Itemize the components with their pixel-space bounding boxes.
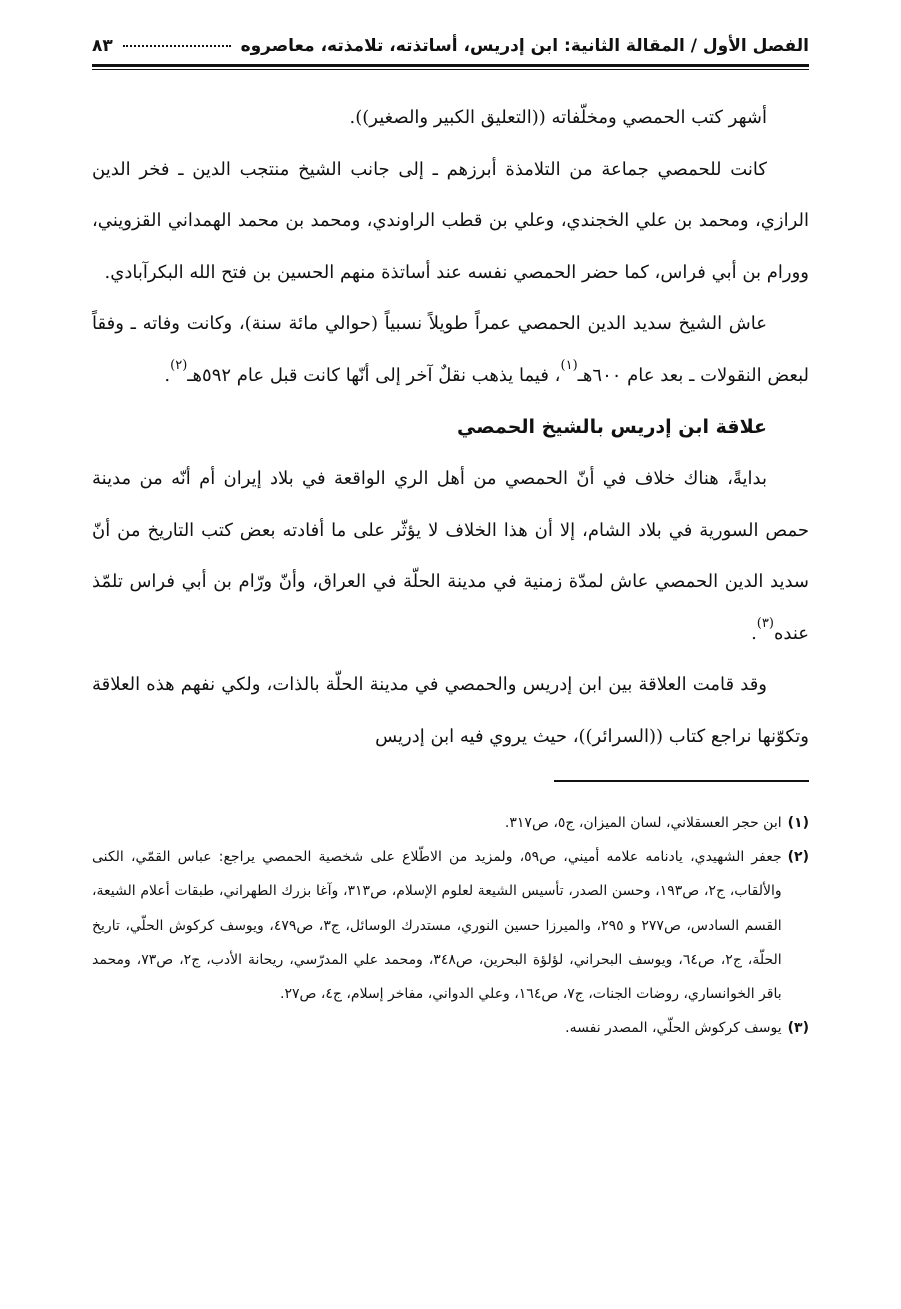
paragraph-3 [92,298,809,401]
section-heading: علاقة ابن إدريس بالشيخ الحمصي [457,416,767,438]
footnote-3 [92,1011,809,1045]
header-rule-thin [92,69,809,70]
footnotes [92,806,809,1045]
footnote-number: (٣) [787,1020,809,1037]
paragraph-5: وقد قامت العلاقة بين ابن إدريس والحمصي في مدينة الحلّة بالذات، ولكي نفهم هذه العلاقة وتكوّنها نراجع كتاب ((السرائر))، حيث يروي فيه ابن إدريس [92,674,809,747]
paragraph-4-text-b: . [751,622,757,644]
footnote-ref-1: (١) [560,357,578,373]
running-header [92,30,809,62]
footnote-text: ابن حجر العسقلاني، لسان الميزان، ج٥، ص٣١٧. [504,815,782,831]
footnote-text: جعفر الشهيدي، يادنامه علامه أميني، ص٥٩، ولمزيد من الاطّلاع على شخصية الحمصي يراجع: عباس القمّي، الكنى والألقاب، ج٢، ص١٩٣، وحسن الصدر، تأسيس الشيعة لعلوم الإسلام، ص٣١٣، وآغا بزرك الطهراني، طبقات أعلام الشيعة، القسم السادس، ص٢٧٧ و ٢٩٥، والميرزا حسين النوري، مستدرك الوسائل، ج٣، ص٤٧٩، ويوسف كركوش الحلّي، تاريخ الحلّة، ج٢، ص٦٤، ويوسف البحراني، لؤلؤة البحرين، ص٣٤٨، ومحمد علي المدرّسي، ريحانة الأدب، ج٢، ص٧٣، ومحمد باقر الخوانساري، روضات الجنات، ج٧، ص١٦٤، وعلي الدواني، مفاخر إسلام، ج٤، ص٢٧. [92,849,782,1003]
footnote-ref-3: (٣) [756,615,774,631]
footnote-text: يوسف كركوش الحلّي، المصدر نفسه. [565,1020,782,1037]
paragraph-2: كانت للحمصي جماعة من التلامذة أبرزهم ـ إلى جانب الشيخ منتجب الدين ـ فخر الدين الرازي، ومحمد بن علي الخجندي، وعلي بن قطب الراوندي، ومحمد بن محمد الهمداني القزويني، وورام بن أبي فراس، كما حضر الحمصي نفسه عند أساتذة منهم الحسين بن فتح الله البكرآبادي. [92,158,809,283]
footnote-separator [554,780,809,782]
footnote-ref-2: (٢) [170,357,188,373]
footnote-number: (٢) [787,849,809,866]
footnote-1 [92,806,809,840]
paragraph-4-text-a: بدايةً، هناك خلاف في أنّ الحمصي من أهل الري الواقعة في بلاد إيران أم أنّه من مدينة حمص السورية في بلاد الشام، إلا أن هذا الخلاف لا يؤثّر على ما أفادته بعض كتب التاريخ من أنّ سديد الدين الحمصي عاش لمدّة زمنية في مدينة الحلّة في العراق، وأنّ ورّام بن أبي فراس تلمّذ عنده [92,468,809,644]
header-title: الفصل الأول / المقالة الثانية: ابن إدريس، أساتذته، تلامذته، معاصروه [240,36,809,56]
footnote-number: (١) [787,815,809,831]
page-number: ٨٣ [92,36,113,56]
header-dot-leader [123,45,231,47]
paragraph-3-text-b: ، فيما يذهب نقلٌ آخر إلى أنّها كانت قبل عام ٥٩٢هـ [187,364,561,386]
paragraph-1: أشهر كتب الحمصي ومخلّفاته ((التعليق الكبير والصغير)). [349,107,767,128]
header-rule-thick [92,64,809,67]
paragraph-3-text-a: عاش الشيخ سديد الدين الحمصي عمراً طويلاً نسبياً (حوالي مائة سنة)، وكانت وفاته ـ وفقاً لبعض النقولات ـ بعد عام ٦٠٠هـ [92,313,809,386]
paragraph-3-text-c: . [164,364,171,386]
footnote-2 [92,840,809,1011]
paragraph-4 [92,453,809,659]
main-text [92,92,809,762]
